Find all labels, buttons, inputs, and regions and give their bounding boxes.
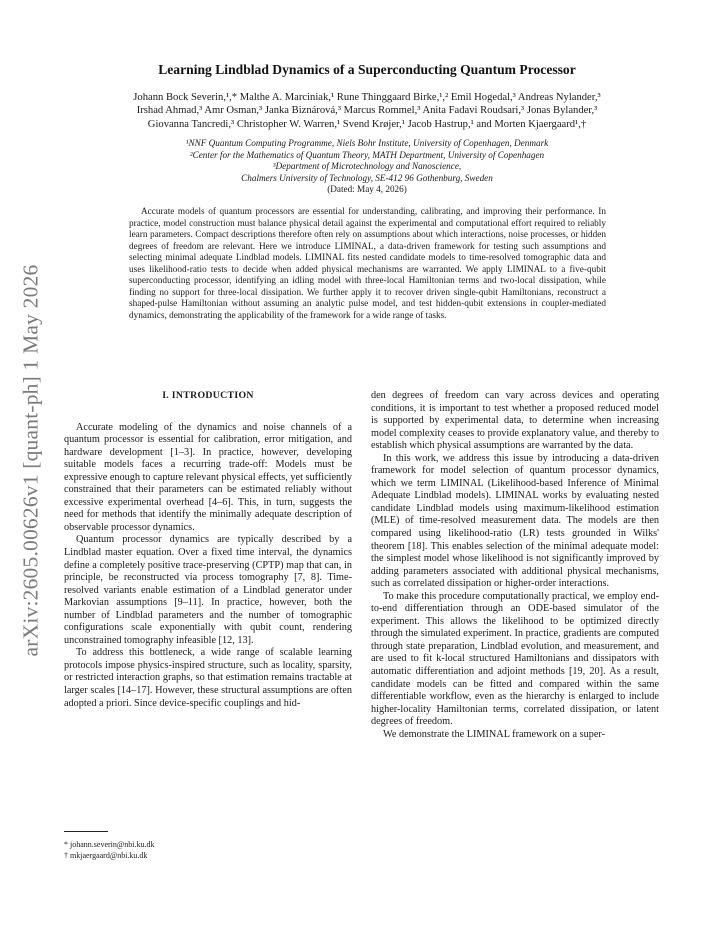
section-heading: I. INTRODUCTION bbox=[162, 390, 254, 401]
right-column bbox=[371, 390, 659, 741]
author-line: Irshad Ahmad,³ Amr Osman,³ Janka Biznárová,³ Marcus Rommel,³ Anita Fadavi Roudsari,³ Jonas Bylander,³ bbox=[136, 105, 598, 117]
affiliation-line: ³Department of Microtechnology and Nanoscience, bbox=[272, 161, 462, 172]
abstract: Accurate models of quantum processors are essential for understanding, calibrating, and improving their performance. In practice, model construction must balance physical detail against the experimental and computational effort required to reliably learn parameters. Compact descriptions therefore often rely on assumptions about which interactions, noise processes, or hidden degrees of freedom are relevant. Here we introduce LIMINAL, a data-driven framework for testing such assumptions and selecting minimal adequate Lindblad models. LIMINAL fits nested candidate models to time-resolved tomographic data and uses likelihood-ratio tests to decide when added physical mechanisms are warranted. We apply LIMINAL to a five-qubit superconducting processor, identifying an idling model with three-local Hamiltonian terms and two-local dissipation, while finding no support for three-local dissipation. We further apply it to recover driven single-qubit Hamiltonians, reconstruct a shaped-pulse Hamiltonian without assuming an analytic pulse model, and test hidden-qubit extensions in coupler-mediated dynamics, demonstrating the applicability of the framework for a wide range of tasks. bbox=[129, 207, 606, 321]
author-line: Giovanna Tancredi,³ Christopher W. Warren,¹ Svend Krøjer,¹ Jacob Hastrup,¹ and Morten Kjaergaard¹,† bbox=[147, 118, 587, 130]
body-paragraph: Quantum processor dynamics are typically described by a Lindblad master equation. Over a fixed time interval, the dynamics define a completely positive trace-preserving (CPTP) map that can, in principle, be reconstructed via process tomography [7, 8]. Time-resolved variants enable estimation of a Lindblad generator under Markovian assumptions [9–11]. In practice, however, both the number of Lindblad parameters and the number of tomographic configurations scale exponentially with qubit count, rendering unconstrained tomography infeasible [12, 13]. bbox=[64, 534, 352, 646]
body-paragraph: We demonstrate the LIMINAL framework on a super- bbox=[383, 728, 606, 740]
footnote-rule bbox=[64, 831, 108, 832]
footnote-email: † mkjaergaard@nbi.ku.dk bbox=[64, 850, 148, 860]
arxiv-stamp-text: arXiv:2605.00626v1 [quant-ph] 1 May 2026 bbox=[18, 264, 43, 656]
affiliations bbox=[90, 138, 644, 196]
body-paragraph: den degrees of freedom can vary across devices and operating conditions, it is important to test whether a proposed reduced model is supported by experimental data, to determine when increasing model complexity ceases to provide explanatory value, and thereby to establish which physical assumptions are warranted by the data. bbox=[371, 390, 659, 452]
affiliation-line: ¹NNF Quantum Computing Programme, Niels Bohr Institute, University of Copenhagen, Denmark bbox=[185, 138, 549, 148]
affiliation-line: Chalmers University of Technology, SE-412 96 Gothenburg, Sweden bbox=[241, 172, 493, 183]
body-paragraph: Accurate modeling of the dynamics and noise channels of a quantum processor is essential for calibration, error mitigation, and hardware development [1–3]. In practice, however, developing suitable models faces a recurring trade-off: Models must be expressive enough to capture relevant physical effects, yet sufficiently constrained that their parameters can be estimated reliably without excessive experimental overhead [4–6]. This, in turn, suggests the need for methods that identify the minimally adequate description of observable processor dynamics. bbox=[64, 421, 352, 533]
dated-line: (Dated: May 4, 2026) bbox=[327, 184, 407, 195]
body-paragraph: To address this bottleneck, a wide range of scalable learning protocols impose physics-inspired structure, such as locality, sparsity, or restricted interaction graphs, so that estimation remains tractable at larger scales [14–17]. However, these structural assumptions are often adopted a priori. Since device-specific couplings and hid- bbox=[64, 647, 352, 709]
body-paragraph: In this work, we address this issue by introducing a data-driven framework for model selection of quantum processor dynamics, which we term LIMINAL (Likelihood-based Inference of Minimal Adequate Lindblad models). LIMINAL works by evaluating nested candidate Lindblad models using maximum-likelihood estimation (MLE) of time-resolved measurement data. The models are then compared using likelihood-ratio (LR) tests grounded in Wilks' theorem [18]. This enables selection of the minimal adequate model: the simplest model whose likelihood is not significantly improved by adding parameters associated with additional physical mechanisms, such as correlated dissipation or higher-order interactions. bbox=[371, 452, 659, 590]
footnote-email: * johann.severin@nbi.ku.dk bbox=[64, 840, 155, 849]
left-column bbox=[64, 390, 352, 710]
footnotes bbox=[64, 840, 352, 861]
paper-title: Learning Lindblad Dynamics of a Superconducting Quantum Processor bbox=[158, 62, 576, 77]
affiliation-line: ²Center for the Mathematics of Quantum Theory, MATH Department, University of Copenhagen bbox=[189, 149, 545, 160]
author-line: Johann Bock Severin,¹,* Malthe A. Marciniak,¹ Rune Thinggaard Birke,¹,² Emil Hogedal,³ Andreas Nylander,³ bbox=[133, 92, 601, 103]
body-paragraph: To make this procedure computationally practical, we employ end-to-end differentiation through an ODE-based simulator of the experiment. This allows the likelihood to be optimized directly through the simulated experiment. In practice, gradients are computed through state preparation, Lindblad evolution, and measurement, and are used to fit k-local structured Hamiltonians and dissipators with automatic differentiation and adjoint methods [19, 20]. As a result, candidate models can be fitted and compared within the same differentiable workflow, even as the hierarchy is enlarged to include higher-locality Hamiltonian terms, correlated dissipation, or latent degrees of freedom. bbox=[371, 590, 659, 728]
arxiv-stamp bbox=[11, 250, 51, 670]
author-list bbox=[60, 91, 674, 131]
